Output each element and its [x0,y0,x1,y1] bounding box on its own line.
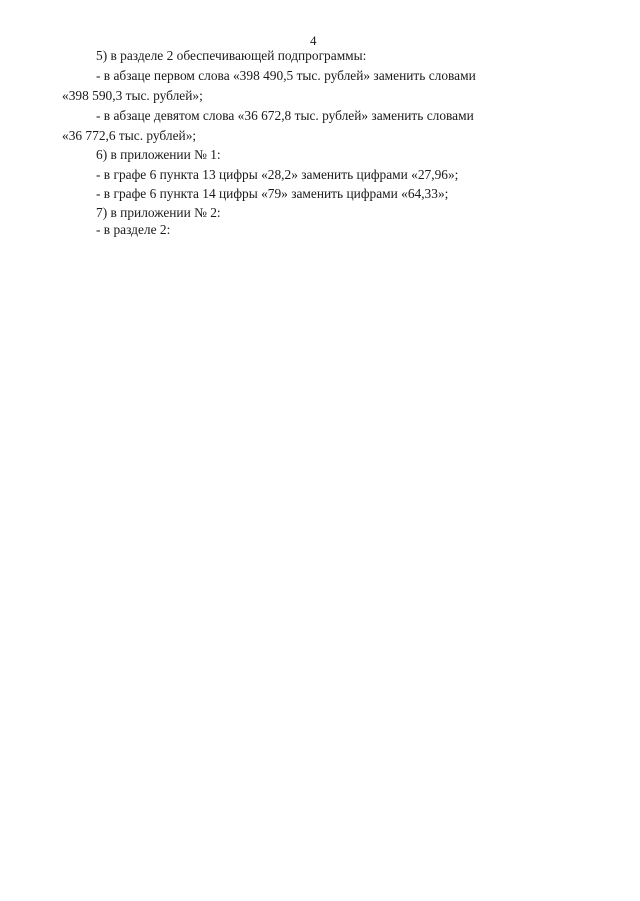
text-line: - в графе 6 пункта 14 цифры «79» заменить цифрами «64,33»; [96,186,449,201]
text-line: 6) в приложении № 1: [96,147,221,162]
text-line: - в абзаце девятом слова «36 672,8 тыс. рублей» заменить словами [96,108,474,123]
text-line: «36 772,6 тыс. рублей»; [62,128,197,143]
text-line: 5) в разделе 2 обеспечивающей подпрограммы: [96,48,367,63]
text-line [96,68,604,84]
page-number: 4 [310,33,317,48]
text-line: «398 590,3 тыс. рублей»; [62,88,203,103]
text-line: 7) в приложении № 2: [96,205,221,220]
text-line: - в абзаце первом слова «398 490,5 тыс. рублей» заменить словами [96,68,476,83]
text-line: - в графе 6 пункта 13 цифры «28,2» заменить цифрами «27,96»; [96,167,459,182]
text-line: - в разделе 2: [96,222,171,237]
